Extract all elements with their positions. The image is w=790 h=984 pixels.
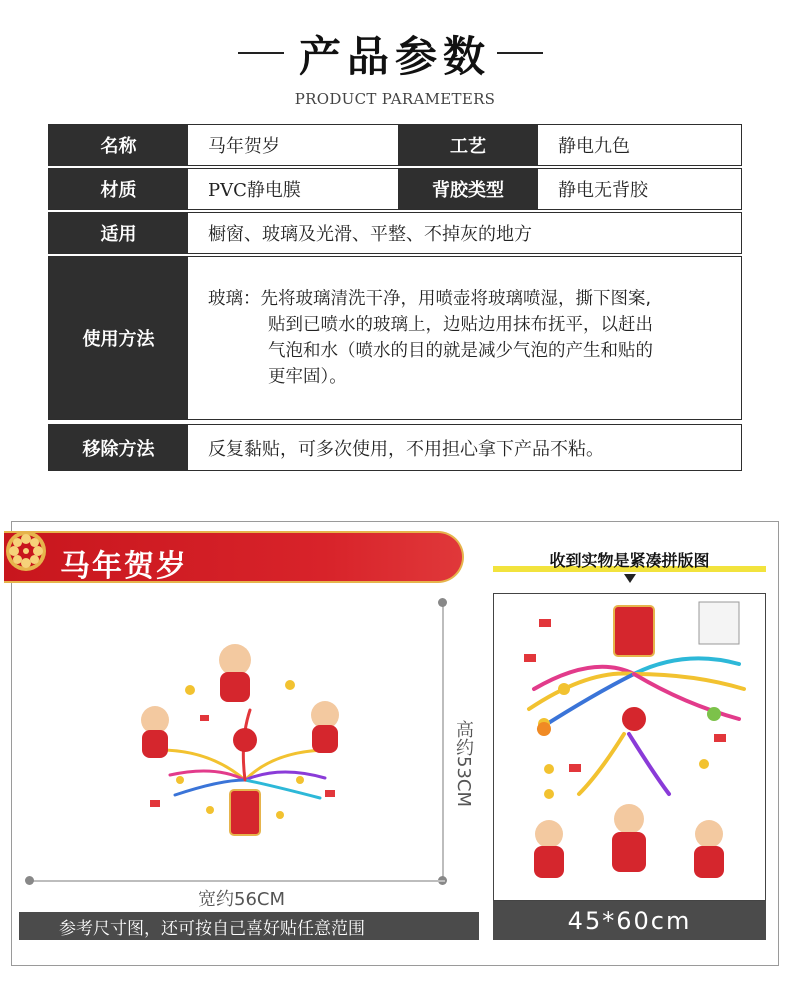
param-label-name: 名称 — [49, 125, 188, 165]
param-value-usage — [188, 257, 741, 419]
param-row-suitable — [48, 212, 742, 254]
usage-line-3: 气泡和水（喷水的目的就是减少气泡的产生和贴的 — [268, 341, 653, 361]
width-measure-left-dot — [25, 876, 34, 885]
usage-line-4: 更牢固）。 — [268, 367, 347, 387]
param-value-name: 马年贺岁 — [208, 136, 280, 157]
param-label-suitable: 适用 — [49, 213, 188, 253]
param-label-removal: 移除方法 — [49, 425, 188, 470]
page-title: 产品参数 — [298, 32, 491, 81]
param-row-name — [48, 124, 742, 166]
param-label-craft: 工艺 — [398, 125, 538, 165]
param-value-backing: 静电无背胶 — [558, 180, 648, 201]
param-row-removal — [48, 424, 742, 471]
size-footnote: 参考尺寸图，还可按自己喜好贴任意范围 — [19, 912, 479, 940]
arrow-down-icon — [624, 574, 636, 583]
param-label-usage: 使用方法 — [49, 257, 188, 419]
flower-icon — [4, 529, 48, 573]
param-row-material — [48, 168, 742, 210]
param-label-backing: 背胶类型 — [398, 169, 538, 209]
param-value-suitable: 橱窗、玻璃及光滑、平整、不掉灰的地方 — [208, 224, 532, 245]
product-banner — [4, 531, 464, 583]
sheet-artwork — [494, 594, 766, 901]
usage-line-1: 玻璃：先将玻璃清洗干净，用喷壶将玻璃喷湿，撕下图案, — [208, 289, 652, 309]
page-subtitle: PRODUCT PARAMETERS — [294, 90, 496, 108]
param-row-usage — [48, 256, 742, 420]
param-value-removal: 反复黏贴，可多次使用，不用担心拿下产品不粘。 — [208, 438, 604, 460]
width-label: 宽约56CM — [198, 889, 286, 910]
height-measure-top-dot — [438, 598, 447, 607]
sheet-preview — [493, 593, 766, 901]
param-label-material: 材质 — [49, 169, 188, 209]
height-measure-line — [442, 602, 444, 882]
title-right-rule — [497, 52, 543, 54]
sticker-artwork — [100, 630, 390, 840]
param-value-craft: 静电九色 — [558, 136, 630, 157]
banner-title: 马年贺岁 — [60, 549, 188, 584]
usage-line-2: 贴到已喷水的玻璃上，边贴边用抹布抚平，以赶出 — [268, 315, 653, 335]
param-value-material: PVC静电膜 — [208, 180, 301, 201]
height-label: 高约53CM — [453, 720, 474, 808]
sheet-caption: 收到实物是紧凑拼版图 — [549, 551, 710, 570]
width-measure-line — [29, 880, 445, 882]
sheet-size-label: 45*60cm — [493, 901, 766, 940]
